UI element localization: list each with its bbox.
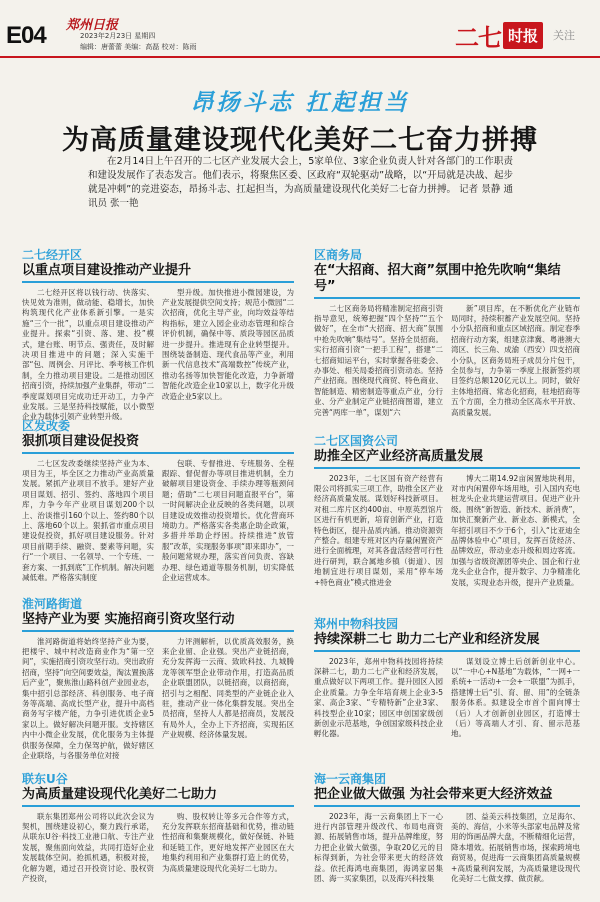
article-rule: [314, 467, 580, 469]
article-tag: 海一云商集团: [314, 772, 387, 786]
article-rule: [314, 650, 580, 652]
article-tag: 二七经开区: [22, 248, 83, 262]
editor-credits: 编辑：唐蕾蕾 美编：高磊 校对：陈雨: [80, 43, 197, 51]
article-tag: 区商务局: [314, 248, 363, 262]
newspaper-logo: 郑州日报: [66, 18, 119, 33]
section-label: 关注: [553, 29, 576, 42]
article-body-col2: 新”项目库，在不断优化产业链布局同时，持续积蓄产业发展空间。坚持小分队招商和重点区域招商。制定春季招商行动方案，组建京津冀、粤港澳大湾区、长三角、成渝（西安）四支招商小分队，区商务局班子成员分片包干，全员参与，力争第一季度上报新签约项目签约总额120亿元以上。同时，做好主体地招商、常态化招商，驻地招商等五个方面，全力推动全区高水平开放、高质量发展。: [451, 303, 580, 417]
article-tag: 区发改委: [22, 419, 71, 433]
article-body-col2: 谋划设立博士后创新创业中心。以“一中心+N基地”为载体，“一网+一系统+一活动+一会+一联盟”为抓手，搭建博士后“引、育、留、用”的全链条服务体系。拟建设全市首个面向博士（后）人才创新创业园区，打造博士（后）等高端人才引、育、留示范基地。: [451, 656, 580, 739]
article-title: 把企业做大做强 为社会带来更大经济效益: [314, 787, 553, 802]
article-body-col1: 2023年，海一云商集团上下一心进行内部管理升级改代、布局电商资源、拓展销售市场，提升品牌维度，努力把企业做大做强，争取20亿元的目标得到新，为社会带来更大的经济效益。依托海鸿电商集团，海鸿家居集团、海一买家集团，以及海兴科技集: [314, 811, 443, 883]
lead-paragraph: 在2月14日上午召开的二七区产业发展大会上，5家单位、3家企业负责人针对各部门的工作职责和建设发展作了表态发言。他们表示，将聚焦区委、区政府“双轮驱动”战略，以“开局就是决战、起步就是冲刺”的竞进姿态，昂扬斗志、扛起担当，为高质量建设现代化美好二七奋力拼搏。 记者 景静 通讯员 张一艳: [88, 156, 513, 209]
article-title: 助推全区产业经济高质量发展: [314, 449, 484, 464]
article-rule: [22, 805, 294, 807]
article-title: 以重点项目建设推动产业提升: [22, 263, 192, 278]
article-jingkaiqu: [22, 246, 294, 428]
article-rule: [22, 630, 294, 632]
article-guozi: [314, 432, 580, 609]
article-title: 持续深耕二七 助力二七产业和经济发展: [314, 632, 540, 647]
article-rule: [314, 297, 580, 299]
article-title: 在“大招商、招大商”氛围中抢先吹响“集结号”: [314, 263, 561, 294]
article-body-col1: 淮河路街道将始终坚持产业为要，把楼宇、城中村改造商业作为“第一空间”，实施招商引资攻坚行动。突出政府招商，坚持“向空间要效益，淘汰置换落后产业”，聚焦淮山路科创产业园业态，集中招引总部经济、科创服务、电子商务等高端、高成长型产业，提升中高档商务写字楼产能，力争引进优质企业5家以上。做好解决问题开服。支持辖区内中小微企业发展，优化服务为主体提供服务保障，全力保驾护航，做好辖区企业联络，与各服务单位对接: [22, 636, 154, 760]
article-liandong: [22, 770, 294, 896]
article-body-col2: 力评测解析，以优质高效服务，换来企业留、企业强。突出产业链招商，充分发挥海一云商、致欧科技、九城腾龙等领军型企业带动作用，打造高品质企业联盟团队，以链招商，以商招商，招引与之相配、同类型的产业链企业入驻，推动产业一体化集群发展。突出全员招商，坚持人人都是招商员，发展没有局外人，全办上下齐招商，实现拓区产业规模、经济体量发展。: [162, 636, 294, 740]
article-body-col1: 2023年，二七区国有资产经营有限公司将抓实三项工作，助推全区产业经济高质量发展。谋划好科技新项目。对租二库片区约400亩、中原英烈馆片区进行有机更新，培育创新产业，打造特色街区，提升品质内涵。推动资源资产整合。组建专班对区内存量闲置资产进行全面梳理，对其各盘活经营可行性进行研判，联合属地乡镇（街道）、因地制宜进行项目谋划，采用“停车场+特色商业”模式推进金: [314, 473, 443, 587]
headline-title: 为高质量建设现代化美好二七奋力拼搏: [62, 125, 538, 156]
article-body-col1: 二七区发改委继续坚持产业为本、项目为王，毕全区之力推动产业高质量发展。紧抓产业项目不放手。建好产业项目谋划、招引、签约、落地四个项目库，力争今年产业项目谋划200个以上、治谈推引160个以上、签约80个以上、落地60个以上。狠抓省市重点项目建设促投资，抓好项目建设服务。针对项目前期手续、融资、要素等问题，实行“一个项目、一名领导、一个专班、一套方案、一抓到底”工作机制。解决问题减低难。严格落实制度: [22, 458, 154, 582]
article-title: 狠抓项目建设促投资: [22, 434, 140, 449]
page-code: E04: [6, 22, 46, 49]
article-huaihelu: [22, 595, 294, 772]
article-tag: 郑州中物科技园: [314, 617, 399, 631]
brand-part2: 时报: [503, 22, 543, 49]
article-body-col1: 2023年，郑州中物科技园将持续深耕二七，助力二七产业和经济发展，重点做好以下两项工作。提升园区入园企业质量。力争全年培育规上企业3-5家、高企3家、“专精特新”企业3家、科技型企业10家；园区申创国家级创新创业示范基地，争创国家级科技企业孵化器。: [314, 656, 443, 739]
article-body-col2: 博大二期14.92亩闲置地块利用，对市内闲置停车场用地，引入国内充电桩龙头企业共建运营项目。促进产业升级。围绕“新智造、新技术、新消费”，加快汇聚新产业、新业态、新模式，全年招引项目不少于6个，引入“比亚迪全品牌体验中心”项目，发挥百货经济、品牌效应，带动业态升级和周边客流。加强与省级资源团等央企、国企和行业龙头企业合作，提升数字、力争精准化发展，实现业态升级，提升产业质量。: [451, 473, 580, 587]
brand-part1: 二七: [455, 22, 501, 52]
article-body-col1: 联东集团郑州公司将以此次会议为契机，围绕建设初心，聚力践行承诺，从联东U谷·科技工业港口航、专注产业发展，聚焦面向效益，共同打造好企业发展载体空间。抢抓机遇，积极对接，化解为题，通过召开投资讨论、股权资产投资，: [22, 811, 154, 883]
article-rule: [22, 452, 294, 454]
article-rule: [314, 805, 580, 807]
article-title: 为高质量建设现代化美好二七助力: [22, 787, 218, 802]
article-body-col2: 团、益美云科技集团，立足海尔、美的、海信，小米等头部家电品牌及常用的饰画品牌大盘，不断精细化运营，降本增效。拓展销售市场，探索跨境电商贸易，促进海一云商集团高质量规模+高质量利润发展，为高质量建设现代化美好二七做支撑、做贡献。: [451, 811, 580, 883]
article-title: 坚持产业为要 实施招商引资攻坚行动: [22, 612, 235, 627]
article-tag: 联东U谷: [22, 772, 68, 786]
issue-date: 2023年2月23日 星期四: [80, 32, 156, 40]
article-zhongwu: [314, 615, 580, 765]
article-tag: 淮河路街道: [22, 597, 83, 611]
article-body-col2: 购、股权转让等多元合作等方式，充分发挥联东招商基础和优势，推动链性招商和集聚规模化，做好保链、补链和延链工作，更好地发挥产业园区在大地集约利用和产业集群打造上的优势，为高质量建设现代化美好二七助力。: [162, 811, 294, 873]
article-shangwuju: [314, 246, 580, 444]
article-rule: [22, 281, 294, 283]
section-brand: [455, 20, 575, 50]
article-fagaiwei: [22, 417, 294, 594]
article-body-col2: 型升级。加快推进小微园建设，为产业发展提供空间支持；规范小微园“二次招商，优化主导产业，向均效益等结构指标，建立入园企业动态管理和综合评价机制，确保中等、质段等园区品质进一步提升。推进现有企业转型提升。围绕装备制造、现代食品等产业，利用新一代信息技术“高端数控”传统产业，推动名扬等加快智能化改造，力争新增智能化改造企业10家以上，数字化升级改造企业5家以上。: [162, 287, 294, 401]
article-haiyi: [314, 770, 580, 896]
article-body-col1: 二七经开区将以钱行动、快落实、快见效为准则，做动能、稳增长，加快构筑现代化产业体系新引擎。一是实施“三个一批”，以重点项目建设推动产业提升。探索“引资、落、建、投”模式，建台账、明节点、强责任，及时解决项目推进中的问题；深入实施干部“包、周例会、月评比、季考核工作机制，全力推动项目建设。二是推动园区招商引资，持续加强产业集群，带动“二季度谋划项目完成功迁开动工，力争产业发展。三是坚持科技赋能，以小微型企业为载体引领产业转型升级。: [22, 287, 154, 422]
article-body-col2: 包联、专督推进、专班服务、全程跟踪、督促督办等项目推进机制，全力破解项目建设资金、手续办理等瓶颈问题；借助“二七项目问题直报平台”，第一时间解决企业反映的各类问题，以项目建设成效推动投资增长。优化营商环境助力。严格落实各类惠企助企政策，多措并举助企纾困。持续推进“放管服”改革，实现服务事项“即来即办”，一般问题常规办理，落实首问负责、容缺办理、绿色通道等服务机制，切实降低企业运营成本。: [162, 458, 294, 582]
article-tag: 二七区国资公司: [314, 434, 399, 448]
article-body-col1: 二七区商务局将精准制定招商引资指导意见，统筹把握“四个坚持”“五个做好”，在全市“大招商、招大商”氛围中抢先吹响“集结号”。坚持全员招商。实行招商引资“一把手工程”，搭建“二七招商知运平台，实时掌握各驻委会、办事处、相关局委招商引资动态。坚持产业招商。围绕现代商贸、特色商业、智能制造、精密制造等重点产业，分行业、分产业制定产业链招商图谱，建立完善“两库一单”，谋划“六: [314, 303, 443, 417]
headline-kicker: 昂扬斗志 扛起担当: [190, 89, 410, 116]
page-header: [0, 0, 600, 58]
header-rule: [0, 56, 600, 58]
